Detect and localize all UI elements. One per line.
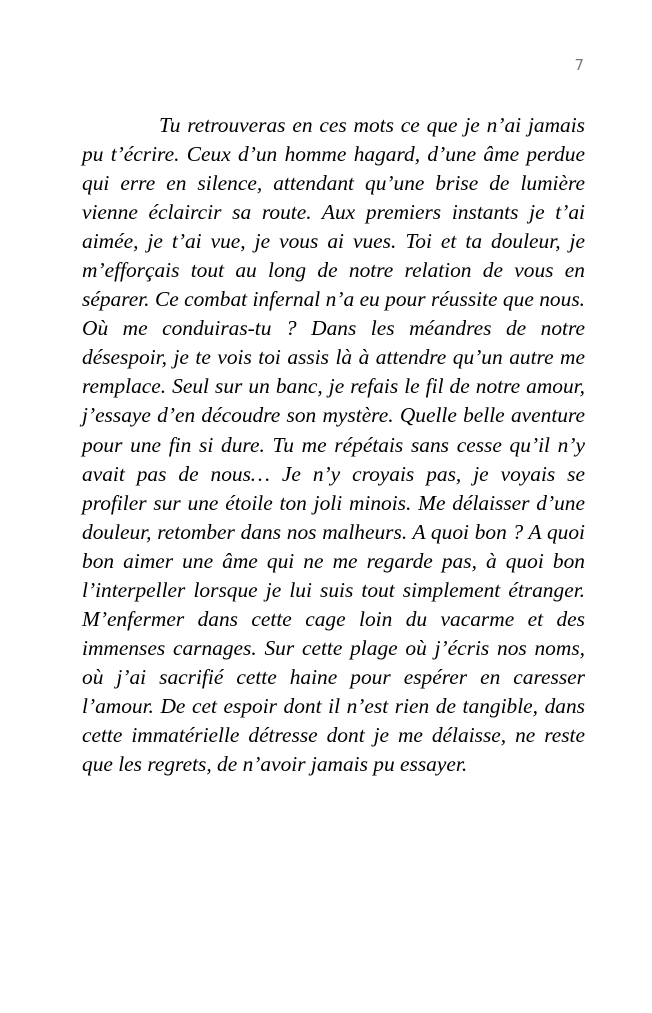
- body-paragraph: Tu retrouveras en ces mots ce que je n’ai jamais pu t’écrire. Ceux d’un homme hagard, d’une âme perdue qui erre en silence, attendant qu’une brise de lumière vienne éclaircir sa route. Aux premiers instants je t’ai aimée, je t’ai vue, je vous ai vues. Toi et ta douleur, je m’efforçais tout au long de notre relation de vous en séparer. Ce combat infernal n’a eu pour réussite que nous. Où me conduiras-tu ? Dans les méandres de notre désespoir, je te vois toi assis là à attendre qu’un autre me remplace. Seul sur un banc, je refais le fil de notre amour, j’essaye d’en découdre son mystère. Quelle belle aventure pour une fin si dure. Tu me répétais sans cesse qu’il n’y avait pas de nous… Je n’y croyais pas, je voyais se profiler sur une étoile ton joli minois. Me délaisser d’une douleur, retomber dans nos malheurs. A quoi bon ? A quoi bon aimer une âme qui ne me regarde pas, à quoi bon l’interpeller lorsque je lui suis tout simplement étranger. M’enfermer dans cette cage loin du vacarme et des immenses carnages. Sur cette plage où j’écris nos noms, où j’ai sacrifié cette haine pour espérer en caresser l’amour. De cet espoir dont il n’est rien de tangible, dans cette immatérielle détresse dont je me délaisse, ne reste que les regrets, de n’avoir jamais pu essayer.: [82, 113, 585, 777]
- page-number: 7: [574, 56, 584, 74]
